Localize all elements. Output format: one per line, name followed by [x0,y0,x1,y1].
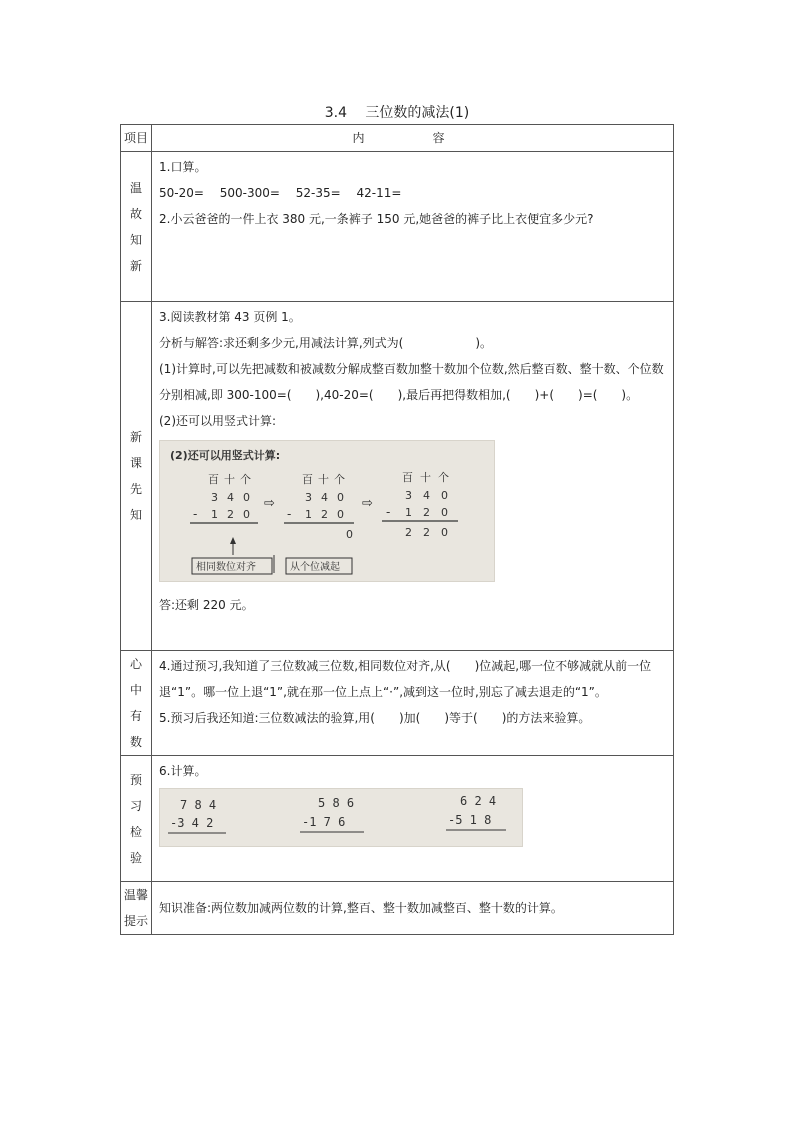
subtrahend: -3 4 2 [170,816,214,830]
tip-row [121,882,674,935]
digit: 2 [423,506,430,519]
up-arrow-head-icon [230,537,236,544]
figure-step-2 [382,470,458,539]
tip-text: 知识准备:两位数加减两位数的计算,整百、整十数加减整百、整十数的计算。 [159,901,563,915]
check-row [121,756,674,882]
review-row [121,152,674,302]
digit: 2 [405,526,412,539]
digit: 2 [321,508,328,521]
tip-label: 温馨 提示 [121,882,152,935]
mind-label: 心 中 有 数 [121,651,152,756]
answer-line: 答:还剩 220 元。 [159,598,254,612]
minuend: 7 8 4 [180,798,217,812]
minus-sign: - [386,505,391,519]
oral-calc-title: 1.口算。 [159,160,207,174]
subtrahend: -5 1 8 [448,813,492,827]
figure-step-1 [284,472,354,541]
arrow-1: ⇨ [264,496,275,511]
digit: 1 [405,506,412,519]
review-content [152,152,674,302]
place-ones: 个 [334,473,345,486]
digit: 4 [227,491,234,504]
note-left: 相同数位对齐 [196,562,256,573]
read-textbook: 3.阅读教材第 43 页例 1。 [159,310,301,324]
digit: 3 [305,491,312,504]
preview-item-4: 4.通过预习,我知道了三位数减三位数,相同数位对齐,从( )位减起,哪一位不够减就从前一位退“1”。哪一位上退“1”,就在那一位上点上“·”,减到这一位时,别忘了减去退走的“1”。 [159,659,652,699]
new-lesson-row [121,302,674,651]
digit: 0 [243,508,250,521]
place-hundreds: 百 [402,471,413,484]
check-label: 预 习 检 验 [121,756,152,882]
digit: 0 [337,508,344,521]
digit: 1 [211,508,218,521]
new-lesson-label: 新 课 先 知 [121,302,152,651]
check-content [152,756,674,882]
new-lesson-content [152,302,674,651]
problem-1 [168,798,226,833]
note-right: 从个位减起 [290,562,340,573]
digit: 0 [243,491,250,504]
page-title: 3.4 三位数的减法(1) [324,105,470,121]
place-ones: 个 [438,471,449,484]
place-hundreds: 百 [302,473,313,486]
step1-paragraph: (1)计算时,可以先把减数和被减数分解成整百数加整十数加个位数,然后整百数、整十数、个位数分别相减,即 300-100=( ),40-20=( ),最后再把得数相加,( )+( )=( )。 [159,362,664,402]
digit: 0 [346,528,353,541]
word-problem: 2.小云爸爸的一件上衣 380 元,一条裤子 150 元,她爸爸的裤子比上衣便宜多少元? [159,212,594,226]
mind-row [121,651,674,756]
mind-content [152,651,674,756]
review-label: 温 故 知 新 [121,152,152,302]
digit: 3 [211,491,218,504]
oral-calc-problems: 50-20= 500-300= 52-35= 42-11= [159,186,402,200]
place-tens: 十 [318,473,329,486]
digit: 4 [423,489,430,502]
preview-item-5: 5.预习后我还知道:三位数减法的验算,用( )加( )等于( )的方法来验算。 [159,711,591,725]
minuend: 6 2 4 [460,794,497,808]
digit: 0 [337,491,344,504]
header-item-cell: 项目 [121,125,152,152]
step2-line: (2)还可以用竖式计算: [159,414,277,428]
header-row [121,125,674,152]
digit: 0 [441,526,448,539]
problem-2 [300,796,364,832]
minus-sign: - [193,507,198,521]
digit: 0 [441,489,448,502]
analysis-line: 分析与解答:求还剩多少元,用减法计算,列式为( )。 [159,336,493,350]
problem-3 [446,794,506,830]
tip-content [152,882,674,935]
digit: 2 [423,526,430,539]
calc-problems-figure [159,788,523,847]
arrow-2: ⇨ [362,496,373,511]
digit: 2 [227,508,234,521]
digit: 3 [405,489,412,502]
vertical-subtraction-figure [159,440,495,582]
place-hundreds: 百 [208,473,219,486]
place-ones: 个 [240,473,251,486]
minuend: 5 8 6 [318,796,355,810]
place-tens: 十 [420,471,431,484]
digit: 1 [305,508,312,521]
figure-step-original [190,472,258,523]
minus-sign: - [287,507,292,521]
lesson-table [120,124,674,935]
digit: 0 [441,506,448,519]
digit: 4 [321,491,328,504]
header-content-cell: 内 容 [152,125,674,152]
calc-title: 6.计算。 [159,764,207,778]
subtrahend: -1 7 6 [302,815,346,829]
figure-caption: (2)还可以用竖式计算: [170,449,281,462]
place-tens: 十 [224,473,235,486]
